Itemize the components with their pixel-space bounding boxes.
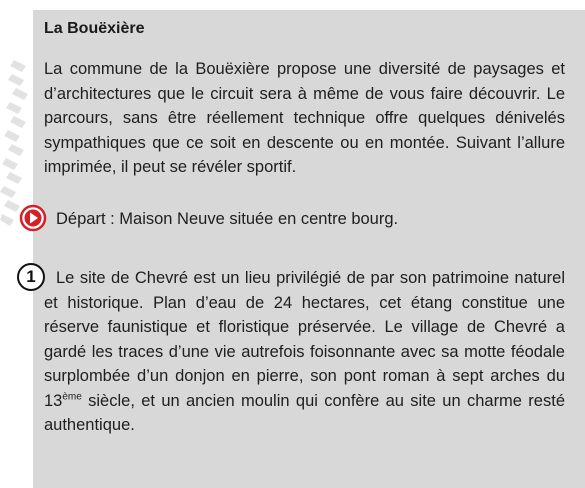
depart-text: Départ : Maison Neuve située en centre bourg.: [56, 210, 399, 228]
intro-paragraph: La commune de la Bouëxière propose une diversité de paysages et d’architectures que le circuit sera à même de vous faire découvrir. Le parcours, sans être réellement technique offre quelques dénivelés sympathiques que ce soit en descente ou en montée. Suivant l’allure imprimée, il peut se révéler sportif.: [44, 60, 565, 176]
stop-1-paragraph: [44, 266, 565, 438]
ordinal-superscript: ème: [62, 391, 82, 402]
start-play-icon: [14, 203, 48, 233]
page-title: La Bouëxière: [44, 20, 145, 37]
stop-1-text-end: siècle, et un ancien moulin qui confère au site un charme resté authentique.: [44, 391, 565, 434]
number-one-icon: 1: [17, 263, 45, 291]
stop-1-text-start: Le site de Chevré est un lieu privilégié de par son patrimoine naturel et historique. Plan d’eau de 24 hectares, cet étang constitue une réserve faunistique et floristique préservée. Le village de Chevré a gardé les traces d’une vie autrefois foisonnante avec sa motte féodale surplombée d’un donjon en pierre, son pont roman à sept arches du 13: [44, 269, 565, 410]
